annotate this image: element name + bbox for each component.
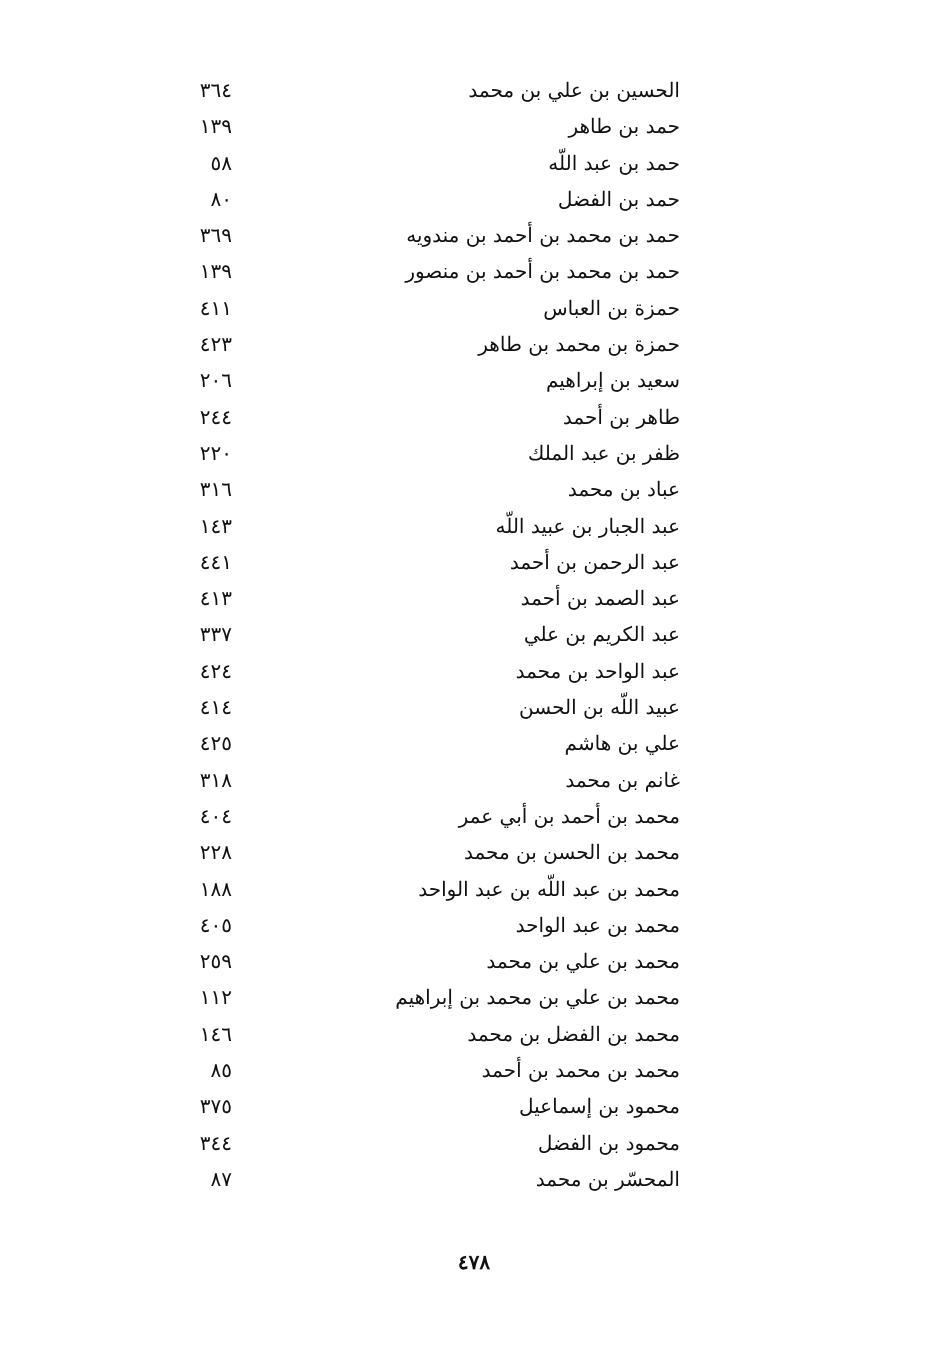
entry-page-number: ٤١٤ bbox=[199, 695, 232, 720]
entry-name: ظفر بن عبد الملك bbox=[527, 440, 680, 465]
entry-page-number: ٤٠٤ bbox=[199, 803, 232, 828]
entry-page-number: ٣٦٩ bbox=[199, 223, 232, 248]
entry-page-number: ٢٤٤ bbox=[199, 404, 232, 429]
list-item bbox=[0, 979, 948, 1015]
list-item bbox=[0, 145, 948, 181]
entry-page-number: ٤١١ bbox=[199, 295, 232, 320]
entry-name: علي بن هاشم bbox=[564, 731, 680, 756]
entry-page-number: ٣١٨ bbox=[199, 767, 232, 792]
entry-page-number: ٤٢٤ bbox=[199, 658, 232, 683]
list-item bbox=[0, 762, 948, 798]
entry-name: محمد بن علي بن محمد bbox=[486, 949, 680, 974]
entry-name: حمزة بن العباس bbox=[543, 295, 680, 320]
entry-page-number: ٤١٣ bbox=[199, 586, 232, 611]
page-number: ٤٧٨ bbox=[457, 1250, 491, 1274]
list-item bbox=[0, 616, 948, 652]
entry-name: عبيد اللّه بن الحسن bbox=[519, 695, 680, 720]
list-item bbox=[0, 108, 948, 144]
entry-name: محمد بن الحسن بن محمد bbox=[463, 840, 680, 865]
entry-name: الحسين بن علي بن محمد bbox=[468, 78, 680, 102]
list-item bbox=[0, 689, 948, 725]
list-item bbox=[0, 544, 948, 580]
entry-name: سعيد بن إبراهيم bbox=[545, 368, 680, 393]
entry-page-number: ٣١٦ bbox=[199, 477, 232, 502]
entry-name: عبد الكريم بن علي bbox=[523, 622, 680, 647]
list-item bbox=[0, 253, 948, 289]
entry-name: محمد بن عبد اللّه بن عبد الواحد bbox=[418, 876, 680, 901]
list-item bbox=[0, 653, 948, 689]
entry-name: عبد الجبار بن عبيد اللّه bbox=[495, 513, 680, 538]
entry-name: عبد الرحمن بن أحمد bbox=[509, 549, 680, 574]
entry-name: محمد بن عبد الواحد bbox=[515, 912, 680, 937]
entry-name: المحسّر بن محمد bbox=[535, 1166, 680, 1191]
entry-page-number: ٢٥٩ bbox=[199, 949, 232, 974]
list-item bbox=[0, 362, 948, 398]
list-item bbox=[0, 290, 948, 326]
entry-page-number: ٤٠٥ bbox=[199, 912, 232, 937]
list-item bbox=[0, 1125, 948, 1161]
entry-name: عبد الصمد بن أحمد bbox=[520, 586, 680, 611]
entry-name: عبد الواحد بن محمد bbox=[515, 658, 680, 683]
entry-name: محمد بن أحمد بن أبي عمر bbox=[458, 803, 680, 828]
list-item bbox=[0, 1088, 948, 1124]
entry-name: محمد بن محمد بن أحمد bbox=[481, 1058, 680, 1083]
list-item bbox=[0, 943, 948, 979]
entry-name: محمد بن الفضل بن محمد bbox=[467, 1021, 680, 1046]
list-item bbox=[0, 1052, 948, 1088]
entry-page-number: ٨٧ bbox=[210, 1166, 232, 1191]
entry-page-number: ٨٥ bbox=[210, 1058, 232, 1083]
entry-page-number: ٣٣٧ bbox=[199, 622, 232, 647]
index-list bbox=[0, 72, 948, 1197]
entry-page-number: ٤٤١ bbox=[199, 549, 232, 574]
entry-page-number: ٣٦٤ bbox=[199, 78, 232, 102]
entry-name: حمد بن الفضل bbox=[557, 186, 680, 211]
list-item bbox=[0, 580, 948, 616]
list-item bbox=[0, 471, 948, 507]
entry-name: حمد بن محمد بن أحمد بن مندويه bbox=[406, 223, 680, 248]
list-item bbox=[0, 72, 948, 108]
entry-name: حمد بن عبد اللّه bbox=[548, 150, 680, 175]
list-item bbox=[0, 1016, 948, 1052]
list-item bbox=[0, 907, 948, 943]
entry-page-number: ١٣٩ bbox=[199, 259, 232, 284]
entry-page-number: ٢٢٠ bbox=[199, 440, 232, 465]
list-item bbox=[0, 725, 948, 761]
list-item bbox=[0, 871, 948, 907]
entry-page-number: ٣٤٤ bbox=[199, 1130, 232, 1155]
list-item bbox=[0, 798, 948, 834]
entry-page-number: ١١٢ bbox=[199, 985, 232, 1010]
entry-page-number: ٢٠٦ bbox=[199, 368, 232, 393]
entry-page-number: ٣٧٥ bbox=[199, 1094, 232, 1119]
entry-name: حمد بن محمد بن أحمد بن منصور bbox=[405, 259, 680, 284]
list-item bbox=[0, 435, 948, 471]
list-item bbox=[0, 1161, 948, 1197]
entry-page-number: ١٨٨ bbox=[199, 876, 232, 901]
entry-page-number: ١٣٩ bbox=[199, 114, 232, 139]
entry-page-number: ٨٠ bbox=[210, 186, 232, 211]
list-item bbox=[0, 217, 948, 253]
entry-page-number: ٢٢٨ bbox=[199, 840, 232, 865]
list-item bbox=[0, 834, 948, 870]
entry-name: محمود بن الفضل bbox=[537, 1130, 680, 1155]
entry-page-number: ٥٨ bbox=[210, 150, 232, 175]
entry-name: حمد بن طاهر bbox=[568, 114, 680, 139]
entry-name: غانم بن محمد bbox=[565, 767, 680, 792]
entry-name: محمود بن إسماعيل bbox=[518, 1094, 680, 1119]
list-item bbox=[0, 399, 948, 435]
list-item bbox=[0, 326, 948, 362]
list-item bbox=[0, 181, 948, 217]
entry-name: عباد بن محمد bbox=[567, 477, 680, 502]
entry-page-number: ١٤٦ bbox=[199, 1021, 232, 1046]
entry-page-number: ٤٢٥ bbox=[199, 731, 232, 756]
entry-name: حمزة بن محمد بن طاهر bbox=[478, 332, 680, 357]
list-item bbox=[0, 508, 948, 544]
entry-page-number: ٤٢٣ bbox=[199, 332, 232, 357]
entry-name: محمد بن علي بن محمد بن إبراهيم bbox=[395, 985, 680, 1010]
entry-page-number: ١٤٣ bbox=[199, 513, 232, 538]
entry-name: طاهر بن أحمد bbox=[562, 404, 680, 429]
